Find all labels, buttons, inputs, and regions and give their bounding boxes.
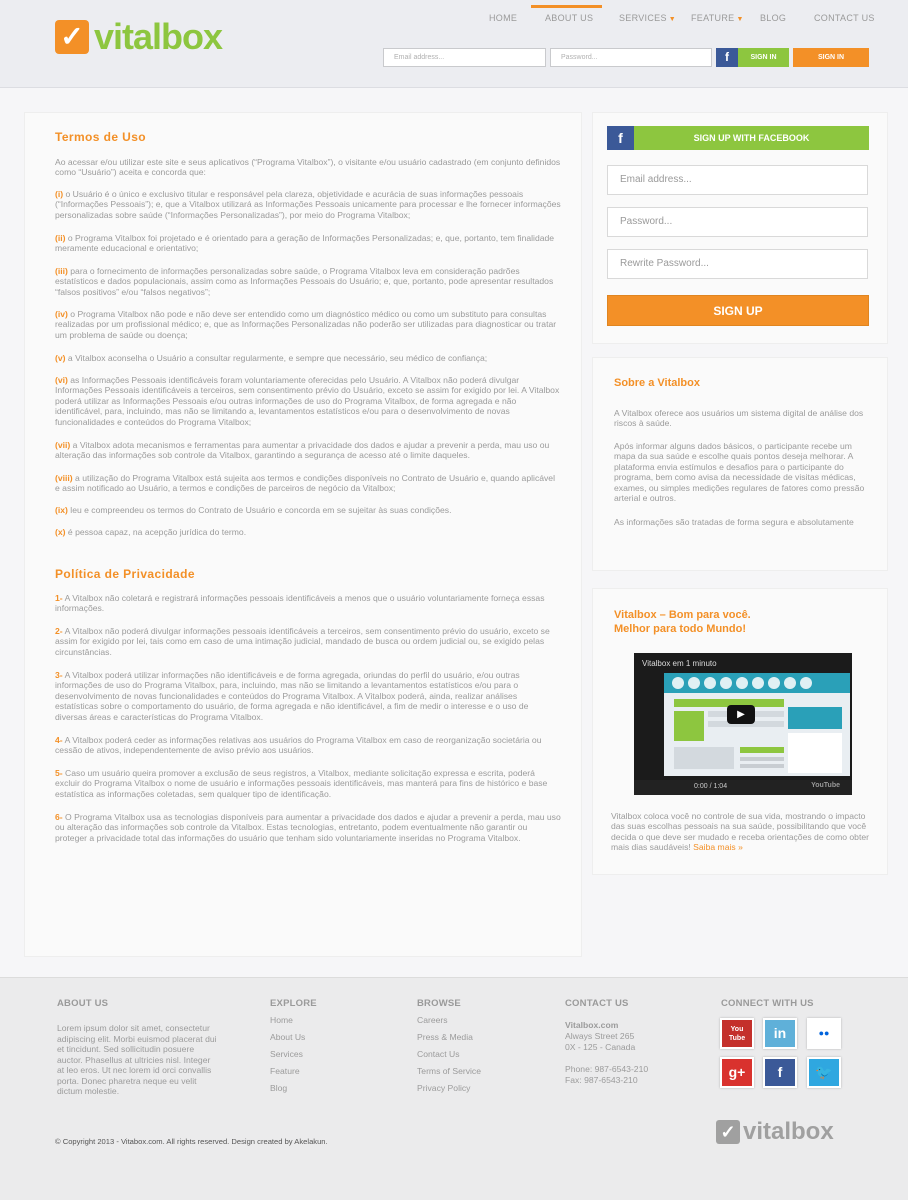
privacy-item-number: 1-: [55, 593, 63, 603]
footer-link-feature[interactable]: Feature: [270, 1066, 300, 1076]
footer-link-services[interactable]: Services: [270, 1049, 303, 1059]
youtube-icon[interactable]: You Tube: [720, 1018, 754, 1049]
privacy-item: [55, 768, 561, 799]
terms-item-number: (iv): [55, 309, 68, 319]
privacy-title: Política de Privacidade: [55, 567, 195, 581]
footer-connect-title: CONNECT WITH US: [721, 998, 814, 1009]
footer-link-blog[interactable]: Blog: [270, 1083, 288, 1093]
copyright: © Copyright 2013 - Vitabox.com. All rights reserved. Design created by Akelakun.: [55, 1137, 328, 1146]
checkmark-logo-icon: ✓: [55, 20, 89, 54]
privacy-item-text: A Vitalbox poderá ceder as informações relativas aos usuários do Programa Vitalbox em caso de reorganização societária ou cessão de ativos, independentemente de aviso prévio aos usuários.: [55, 735, 542, 756]
nav-blog[interactable]: BLOG: [760, 13, 787, 23]
header-email-input[interactable]: Email address...: [383, 48, 546, 67]
about-title: Sobre a Vitalbox: [614, 377, 700, 389]
video-time: 0:00 / 1:04: [694, 783, 728, 790]
video-card-title-line: Melhor para todo Mundo!: [614, 623, 746, 635]
terms-item-number: (v): [55, 353, 66, 363]
signup-email-input[interactable]: Email address...: [607, 165, 868, 195]
terms-item-number: (vi): [55, 375, 68, 385]
terms-item-number: (iii): [55, 266, 68, 276]
about-paragraph: As informações são tratadas de forma segura e absolutamente: [614, 517, 854, 527]
privacy-item: [55, 626, 561, 657]
video-thumbnail-graphic: [664, 673, 850, 776]
terms-item-number: (viii): [55, 473, 73, 483]
footer-logo-text: vitalbox: [743, 1118, 834, 1145]
nav-services-label: SERVICES: [619, 13, 667, 23]
terms-title: Termos de Uso: [55, 130, 146, 144]
checkmark-logo-icon: ✓: [716, 1120, 740, 1144]
privacy-item: [55, 812, 561, 843]
terms-item-text: a utilização do Programa Vitalbox está sujeita aos termos e condições disponíveis no Contrato de Usuário e, quando aplicável e assim notificado ao Usuário, a termos e condições de parceiros de negócio da Vitalbox;: [55, 473, 556, 494]
terms-item: [55, 266, 561, 297]
terms-item: [55, 440, 561, 461]
privacy-item: [55, 670, 561, 722]
footer-contact-street: Always Street 265: [565, 1031, 635, 1041]
privacy-item-number: 3-: [55, 670, 63, 680]
footer-link-contact-us[interactable]: Contact Us: [417, 1049, 460, 1059]
nav-active-indicator: [531, 5, 602, 8]
terms-item-text: o Programa Vitalbox foi projetado e é orientado para a geração de Informações Personalizadas; e, que, portanto, tem finalidade meramente educacional e orientativo;: [55, 233, 555, 254]
logo-text: vitalbox: [94, 16, 223, 57]
video-player[interactable]: [634, 653, 852, 795]
twitter-icon[interactable]: 🐦: [807, 1057, 841, 1088]
header-password-input[interactable]: Password...: [550, 48, 712, 67]
video-description: [611, 811, 876, 853]
about-paragraph: A Vitalbox oferece aos usuários um sistema digital de análise dos riscos à saúde.: [614, 408, 864, 429]
terms-item: [55, 353, 561, 363]
nav-contact-us[interactable]: CONTACT US: [814, 13, 875, 23]
video-title: Vitalbox em 1 minuto: [642, 659, 717, 668]
facebook-icon: f: [607, 126, 634, 150]
terms-item-number: (vii): [55, 440, 71, 450]
terms-item: [55, 375, 561, 427]
logo[interactable]: [55, 16, 223, 57]
terms-item-number: (x): [55, 527, 66, 537]
terms-item-text: leu e compreendeu os termos do Contrato de Usuário e concorda em se sujeitar às suas condições.: [67, 505, 452, 515]
privacy-item: [55, 593, 561, 614]
footer-link-careers[interactable]: Careers: [417, 1015, 448, 1025]
privacy-item-text: A Vitalbox não poderá divulgar informações pessoais identificáveis a terceiros, sem consentimento prévio do usuário, exceto se assim for exigido por lei, tais como em caso de uma intimação judicial, mandado de busca ou ordem judicial ou, se exigido pelas circunstâncias.: [55, 626, 550, 657]
terms-item: [55, 473, 561, 494]
privacy-item: [55, 735, 561, 756]
about-paragraph: Após informar alguns dados básicos, o participante recebe um mapa da sua saúde e escolhe quais pontos deseja melhorar. A plataforma envia estímulos e desafios para o participante do programa, bem como avisa da necessidade de visitas médicas, exames, ou simples medições regulares de fatores como pressão arterial e outros.: [614, 441, 865, 504]
video-description-text: Vitalbox coloca você no controle de sua vida, mostrando o impacto das suas escolhas pessoais na sua saúde, possibilitando que você decida o que deve ser mudado e receba orientações de como obter mais dias saudáveis!: [611, 811, 869, 853]
signin-button[interactable]: SIGN IN: [793, 48, 869, 67]
google-plus-icon[interactable]: g+: [720, 1057, 754, 1088]
terms-item: [55, 505, 561, 515]
privacy-item-text: O Programa Vitalbox usa as tecnologias disponíveis para aumentar a privacidade dos dados e ajudar a prevenir a perda, mau uso ou alteração das informações sob controle da Vitalbox. Estas tecnologias, entretanto, podem eventualmente não garantir ou proteger a privacidade total das informações do usuário que tenham sido voluntariamente inseridas no Programa Vitalbox.: [55, 812, 561, 843]
footer-link-press-media[interactable]: Press & Media: [417, 1032, 473, 1042]
privacy-item-number: 4-: [55, 735, 63, 745]
nav-home[interactable]: HOME: [489, 13, 518, 23]
signup-password-input[interactable]: Password...: [607, 207, 868, 237]
terms-item-number: (ii): [55, 233, 66, 243]
footer-about-text: Lorem ipsum dolor sit amet, consectetur adipiscing elit. Morbi euismod placerat dui et tincidunt. Sed sollicitudin posuere auctor. Phasellus at ultricies nisl. Integer at leo eros. Ut nec lorem id orci convallis porta. Donec pharetra neque eu velit dictum molestie.: [57, 1023, 217, 1096]
site-header: [0, 0, 908, 88]
video-card-title: [614, 608, 751, 636]
nav-feature[interactable]: [691, 13, 744, 23]
terms-item: [55, 527, 561, 537]
terms-item-text: as Informações Pessoais identificáveis foram voluntariamente oferecidas pelo Usuário. A Vitalbox não poderá divulgar Informações Pessoais identificáveis a terceiros, sem consentimento prévio do Usuário, exceto se assim for exigido por lei. A Vitalbox poderá utilizar as Informações Pessoais e/ou outras informações de uso do Programa Vitalbox, de forma agregada e não identificável, para, incluindo, mas não se limitando a, levantamentos estatísticos e/ou para o desenvolvimento de novas funcionalidades e conteúdos do Programa Vitalbox;: [55, 375, 560, 427]
footer-contact-city: 0X - 125 - Canada: [565, 1042, 636, 1052]
terms-item: [55, 309, 561, 340]
nav-services[interactable]: [619, 13, 676, 23]
linkedin-icon[interactable]: in: [763, 1018, 797, 1049]
footer-contact-phone: Phone: 987-6543-210: [565, 1064, 649, 1074]
terms-item-text: o Programa Vitalbox não pode e não deve ser entendido como um diagnóstico médico ou como um substituto para consultas realizadas por um profissional médico; e, que as Informações Personalizadas não poderão ser utilizadas para diagnosticar ou tratar um problema de saúde ou doença;: [55, 309, 557, 340]
footer-about-title: ABOUT US: [57, 998, 109, 1009]
facebook-signin-button[interactable]: SIGN IN: [738, 48, 789, 67]
terms-item: [55, 189, 561, 220]
youtube-icon[interactable]: YouTube: [811, 782, 840, 789]
facebook-signup-label: SIGN UP WITH FACEBOOK: [634, 126, 869, 150]
terms-item-text: o Usuário é o único e exclusivo titular e responsável pela clareza, objetividade e acurácia de suas informações pessoais (“Informações Pessoais”); e, que a Vitalbox utilizará as Informações Pessoais unicamente para processar e lhe fornecer informações personalizadas sobre saúde (“Informações Personalizadas”), por meio do Programa Vitalbox;: [55, 189, 561, 220]
footer-logo[interactable]: [716, 1118, 834, 1146]
terms-item-number: (ix): [55, 505, 68, 515]
chevron-down-icon: ▼: [668, 16, 676, 23]
footer-contact-title: CONTACT US: [565, 998, 629, 1009]
footer-link-privacy[interactable]: Privacy Policy: [417, 1083, 471, 1093]
video-card-title-line: Vitalbox – Bom para você.: [614, 609, 751, 621]
facebook-icon[interactable]: f: [763, 1057, 797, 1088]
flickr-icon[interactable]: ●●: [807, 1018, 841, 1049]
privacy-item-text: A Vitalbox poderá utilizar informações não identificáveis e de forma agregada, oriundas do perfil do usuário, e/ou outras informações de uso do Programa Vitalbox, para, incluindo, mas não se limitando a levantamentos estatísticos e/ou para o desenvolvimento de novas funcionalidades e conteúdos do Programa Vitalbox. A Vitalbox poderá, ainda, realizar análises estatísticas sobre o comportamento do usuário, de forma agregada e não identificável, a fim de medir o interesse e o uso de diversas áreas e características do Programa Vitalbox.: [55, 670, 529, 722]
facebook-signup-button[interactable]: [607, 126, 869, 150]
chevron-down-icon: ▼: [736, 16, 744, 23]
footer-link-about-us[interactable]: About Us: [270, 1032, 306, 1042]
terms-intro: Ao acessar e/ou utilizar este site e seus aplicativos (“Programa Vitalbox”), o visitante e/ou usuário cadastrado (em conjunto definidos como “Usuário”) aceita e concorda que:: [55, 157, 561, 178]
privacy-item-number: 6-: [55, 812, 63, 822]
privacy-item-text: Caso um usuário queira promover a exclusão de seus registros, a Vitalbox, mediante solicitação expressa e escrita, poderá excluir do Programa Vitalbox o nome de usuário e informações pessoais identificáveis, mas manterá para fins de histórico e base estatística as informações coletadas, sem qualquer tipo de identificação.: [55, 768, 548, 799]
terms-item-text: a Vitalbox aconselha o Usuário a consultar regularmente, e sempre que necessário, seu médico de confiança;: [65, 353, 488, 363]
footer-explore-title: EXPLORE: [270, 998, 317, 1009]
privacy-item-number: 2-: [55, 626, 63, 636]
privacy-item-number: 5-: [55, 768, 63, 778]
terms-item-text: é pessoa capaz, na acepção jurídica do termo.: [65, 527, 247, 537]
terms-item-number: (i): [55, 189, 64, 199]
signup-rewrite-password-input[interactable]: Rewrite Password...: [607, 249, 868, 279]
read-more-link[interactable]: Saiba mais »: [693, 842, 743, 853]
footer-contact-fax: Fax: 987-6543-210: [565, 1075, 638, 1085]
footer-contact-company: Vitalbox.com: [565, 1020, 619, 1030]
privacy-item-text: A Vitalbox não coletará e registrará informações pessoais identificáveis a menos que o usuário voluntariamente forneça essas informações.: [55, 593, 545, 614]
video-thumbnail: [664, 673, 850, 776]
nav-feature-label: FEATURE: [691, 13, 735, 23]
terms-item-text: para o fornecimento de informações personalizadas sobre saúde, o Programa Vitalbox leva em consideração padrões estatísticos e dados populacionais, assim como as Informações Pessoais do Usuário; e, que, portanto, pode apresentar resultados “falsos positivos” e/ou “falsos negativos”;: [55, 266, 554, 297]
facebook-icon[interactable]: f: [716, 48, 738, 67]
footer-link-home[interactable]: Home: [270, 1015, 293, 1025]
signup-button[interactable]: SIGN UP: [607, 295, 869, 326]
footer-link-terms[interactable]: Terms of Service: [417, 1066, 481, 1076]
terms-item: [55, 233, 561, 254]
terms-item-text: a Vitalbox adota mecanismos e ferramentas para aumentar a privacidade dos dados e ajudar a prevenir a perda, mau uso ou alteração das informações sob controle da Vitalbox, garantindo a segurança de acesso até o limite daqueles.: [55, 440, 550, 461]
footer-browse-title: BROWSE: [417, 998, 461, 1009]
play-icon[interactable]: ▶: [727, 705, 755, 724]
nav-about-us[interactable]: ABOUT US: [545, 13, 594, 23]
